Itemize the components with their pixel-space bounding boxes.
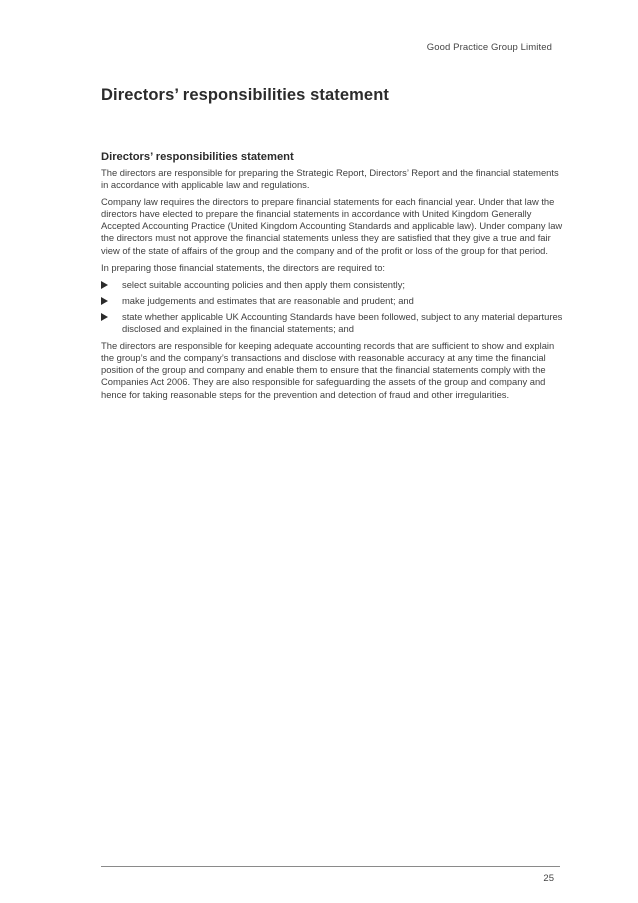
paragraph-accounting-records: The directors are responsible for keeping adequate accounting records that are sufficient to show and explain the group’s and the company’s transactions and disclose with reasonable accuracy at any time the financial position of the group and company and enable them to ensure that the financial statements comply with the Companies Act 2006. They are also responsible for safeguarding the assets of the group and company and hence for taking reasonable steps for the prevention and detection of fraud and other irregularities. [101, 340, 555, 400]
page-number: 25 [543, 873, 554, 884]
paragraph-requirements-intro: In preparing those financial statements, the directors are required to: [101, 261, 386, 273]
statement-body [101, 150, 563, 406]
list-item-text: make judgements and estimates that are reasonable and prudent; and [122, 294, 414, 306]
list-item [101, 295, 563, 307]
bullet-arrow-icon [101, 313, 108, 321]
paragraph-company-law: Company law requires the directors to prepare financial statements for each financial year. Under that law the directors have elected to prepare the financial statements in accordance with United Kingdom Generally Accepted Accounting Practice (United Kingdom Accounting Standards and applicable law). Under company law the directors must not approve the financial statements unless they are satisfied that they give a true and fair view of the state of affairs of the group and the company and of the profit or loss of the group for that period. [101, 196, 563, 256]
bullet-arrow-icon [101, 281, 108, 289]
list-item [101, 279, 563, 291]
requirements-list [101, 279, 563, 335]
paragraph-responsibility: The directors are responsible for preparing the Strategic Report, Directors’ Report and the financial statements in accordance with applicable law and regulations. [101, 167, 559, 191]
list-item-text: state whether applicable UK Accounting Standards have been followed, subject to any material departures disclosed and explained in the financial statements; and [122, 310, 563, 335]
section-heading: Directors’ responsibilities statement [101, 151, 294, 163]
bullet-arrow-icon [101, 297, 108, 305]
list-item-text: select suitable accounting policies and then apply them consistently; [122, 278, 405, 290]
list-item [101, 311, 563, 335]
page-title: Directors’ responsibilities statement [101, 86, 389, 104]
footer-divider [101, 866, 560, 867]
company-name: Good Practice Group Limited [426, 42, 552, 53]
